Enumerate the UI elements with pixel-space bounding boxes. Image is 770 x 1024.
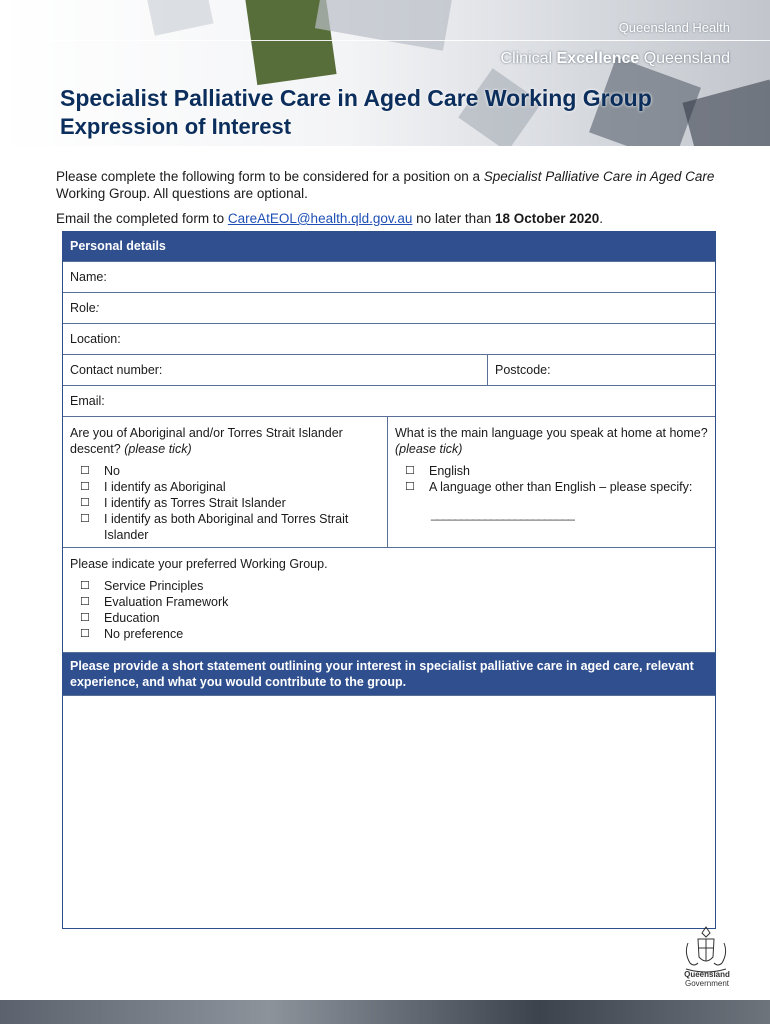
checkbox-icon[interactable]: ☐ <box>80 465 90 477</box>
intro-text-part: Please complete the following form to be considered for a position on a <box>56 169 484 184</box>
working-group-options <box>70 578 328 642</box>
atsi-option[interactable] <box>80 511 380 543</box>
intro-paragraph <box>56 168 716 202</box>
checkbox-icon[interactable]: ☐ <box>80 628 90 640</box>
brand-queensland-health: Queensland Health <box>618 20 730 35</box>
atsi-option-label: I identify as Torres Strait Islander <box>104 496 286 510</box>
name-label: Name: <box>70 270 107 284</box>
checkbox-icon[interactable]: ☐ <box>80 497 90 509</box>
atsi-option-label: I identify as Aboriginal <box>104 480 226 494</box>
intro-text <box>56 168 716 235</box>
footer-bar <box>0 1000 770 1024</box>
checkbox-icon[interactable]: ☐ <box>80 481 90 493</box>
title-block <box>60 85 652 140</box>
atsi-language-row <box>63 416 715 547</box>
crest-line-2: Government <box>684 979 730 988</box>
intro-text-part: no later than <box>412 211 495 226</box>
crest-line-1: Queensland <box>684 970 730 979</box>
atsi-question-text: Are you of Aboriginal and/or Torres Strait Islander descent? <box>70 426 343 456</box>
intro-text-part: Email the completed form to <box>56 211 228 226</box>
atsi-options <box>70 463 380 543</box>
working-group-option[interactable] <box>80 594 328 610</box>
language-question <box>395 417 708 457</box>
email-instruction <box>56 210 716 227</box>
working-group-option[interactable] <box>80 578 328 594</box>
role-label <box>63 301 106 315</box>
postcode-field[interactable] <box>488 363 715 377</box>
working-group-option[interactable] <box>80 610 328 626</box>
brand-clinical-excellence <box>501 50 730 68</box>
page-title: Specialist Palliative Care in Aged Care Working Group <box>60 85 652 111</box>
decor-shape <box>146 0 213 36</box>
working-group-option[interactable] <box>80 626 328 642</box>
intro-text-part: Working Group. All questions are optional. <box>56 186 308 201</box>
atsi-option-label: I identify as both Aboriginal and Torres Strait Islander <box>104 512 349 542</box>
eoi-form <box>62 231 716 929</box>
role-label-text: Role <box>70 301 96 315</box>
page-subtitle: Expression of Interest <box>60 114 292 139</box>
contact-number-label: Contact number: <box>70 363 163 377</box>
checkbox-icon[interactable]: ☐ <box>80 612 90 624</box>
section-header-personal: Personal details <box>63 232 715 261</box>
working-group-cell <box>63 548 335 652</box>
postcode-label: Postcode: <box>495 363 551 377</box>
location-field[interactable] <box>63 323 715 354</box>
language-option-label: A language other than English – please specify: <box>429 480 693 494</box>
brand-part: Clinical <box>500 50 557 67</box>
language-option-label: English <box>429 464 470 478</box>
intro-text-part: . <box>599 211 604 226</box>
working-group-name: Specialist Palliative Care in Aged Care <box>483 169 715 184</box>
checkbox-icon[interactable]: ☐ <box>80 580 90 592</box>
working-group-option-label: Evaluation Framework <box>104 595 229 609</box>
working-group-question: Please indicate your preferred Working Group. <box>70 557 328 571</box>
checkbox-icon[interactable]: ☐ <box>80 596 90 608</box>
name-field[interactable] <box>63 261 715 292</box>
email-label: Email: <box>70 394 105 408</box>
language-hint: (please tick) <box>395 442 463 456</box>
language-question-cell <box>388 417 715 547</box>
role-field[interactable] <box>63 292 715 323</box>
atsi-option-label: No <box>104 464 120 478</box>
email-link[interactable]: CareAtEOL@health.qld.gov.au <box>227 211 413 226</box>
checkbox-icon[interactable]: ☐ <box>405 465 415 477</box>
atsi-option[interactable] <box>80 479 380 495</box>
role-label-colon: : <box>95 301 100 315</box>
working-group-option-label: Education <box>104 611 160 625</box>
working-group-row <box>63 547 715 652</box>
language-options <box>395 463 708 495</box>
header-banner <box>0 0 770 146</box>
language-option[interactable] <box>405 463 708 479</box>
atsi-option[interactable] <box>80 495 380 511</box>
statement-answer-box[interactable] <box>63 695 715 928</box>
other-language-blank[interactable]: ________________________ <box>431 507 574 521</box>
email-field[interactable] <box>63 385 715 416</box>
deadline-date: 18 October 2020 <box>494 211 600 226</box>
brand-divider <box>0 40 770 41</box>
contact-number-field[interactable] <box>63 355 488 385</box>
contact-postcode-row <box>63 354 715 385</box>
working-group-option-label: No preference <box>104 627 184 641</box>
language-question-text: What is the main language you speak at home at home? <box>395 426 708 440</box>
location-label: Location: <box>70 332 121 346</box>
atsi-option[interactable] <box>80 463 380 479</box>
language-option[interactable] <box>405 479 708 495</box>
brand-part: Queensland <box>639 50 730 67</box>
checkbox-icon[interactable]: ☐ <box>405 481 415 493</box>
working-group-option-label: Service Principles <box>104 579 204 593</box>
brand-part-bold: Excellence <box>556 50 640 67</box>
atsi-question <box>70 417 380 457</box>
checkbox-icon[interactable]: ☐ <box>80 513 90 525</box>
statement-prompt: Please provide a short statement outlining your interest in specialist palliative care in aged care, relevant experience, and what you would contribute to the group. <box>63 652 715 695</box>
atsi-question-cell <box>63 417 388 547</box>
crest-caption <box>672 970 742 988</box>
decor-shape <box>315 0 455 51</box>
atsi-hint: (please tick) <box>124 442 192 456</box>
